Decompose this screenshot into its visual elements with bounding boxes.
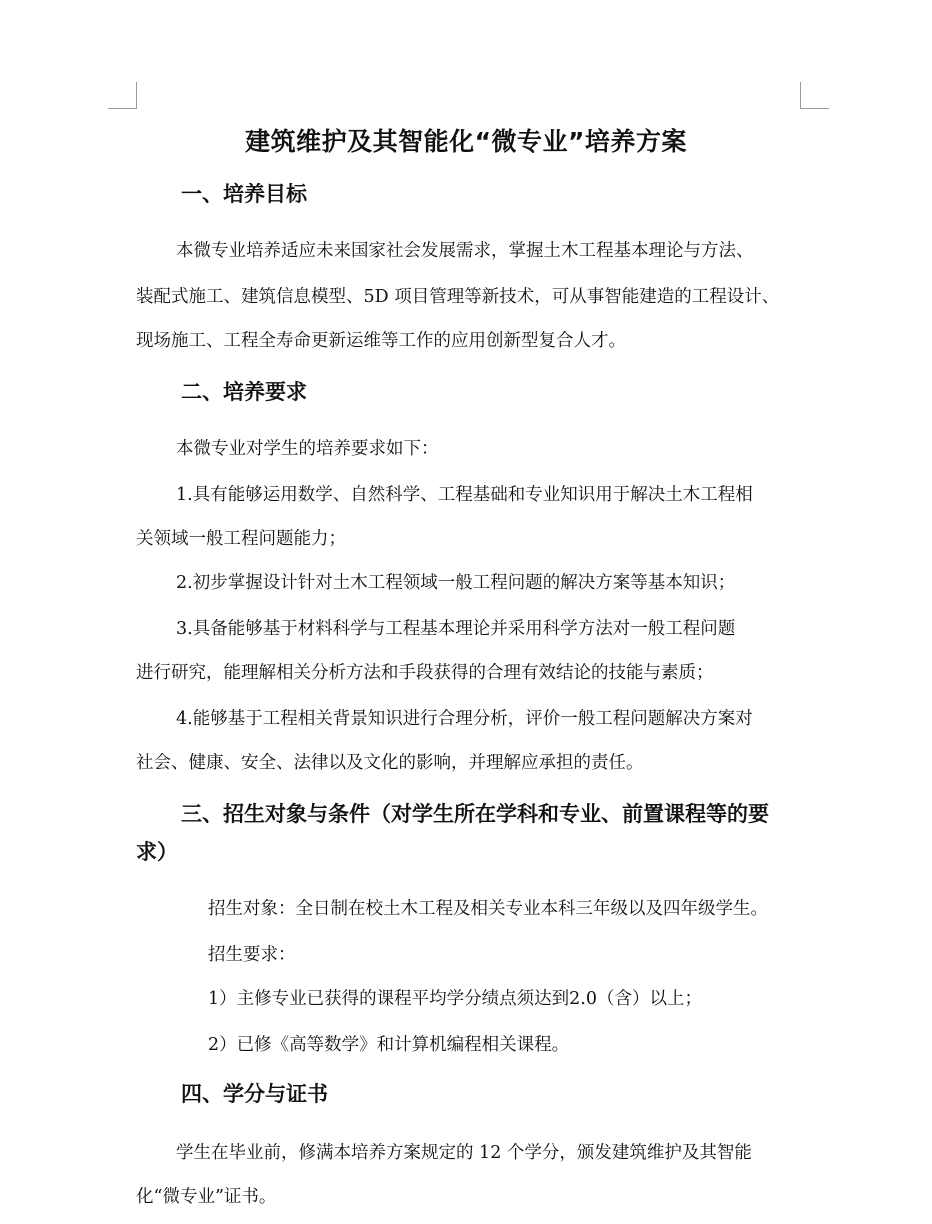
requirement-line: 2.初步掌握设计针对土木工程领域一般工程问题的解决方案等基本知识； [176,573,736,593]
goal-line: 本微专业培养适应未来国家社会发展需求，掌握土木工程基本理论与方法、 [176,241,754,261]
enrollment-target: 招生对象：全日制在校土木工程及相关专业本科三年级以及四年级学生。 [208,899,768,919]
requirement-line: 关领域一般工程问题能力； [136,529,346,549]
requirement-line: 1.具有能够运用数学、自然科学、工程基础和专业知识用于解决土木工程相 [176,485,753,505]
requirements-intro: 本微专业对学生的培养要求如下： [176,439,439,459]
requirement-line: 社会、健康、安全、法律以及文化的影响，并理解应承担的责任。 [136,753,644,773]
requirement-line: 进行研究，能理解相关分析方法和手段获得的合理有效结论的技能与素质； [136,663,714,683]
requirement-line: 4.能够基于工程相关背景知识进行合理分析，评价一般工程问题解决方案对 [176,709,753,729]
credits-line: 化“微专业”证书。 [136,1187,277,1207]
heading-credits: 四、学分与证书 [181,1082,328,1106]
heading-requirements: 二、培养要求 [181,380,307,404]
requirement-line: 3.具备能够基于材料科学与工程基本理论并采用科学方法对一般工程问题 [176,619,736,639]
crop-mark-top-left [108,82,137,109]
heading-enrollment-cont: 求） [136,840,178,864]
crop-mark-top-right [800,82,829,109]
enrollment-req-1: 1）主修专业已获得的课程平均学分绩点须达到2.0（含）以上； [208,989,702,1009]
goal-line: 现场施工、工程全寿命更新运维等工作的应用创新型复合人才。 [136,331,626,351]
heading-goal: 一、培养目标 [181,182,307,206]
goal-line: 装配式施工、建筑信息模型、5D 项目管理等新技术，可从事智能建造的工程设计、 [136,287,780,307]
enrollment-req-2: 2）已修《高等数学》和计算机编程相关课程。 [208,1035,570,1055]
credits-line: 学生在毕业前，修满本培养方案规定的 12 个学分，颁发建筑维护及其智能 [176,1143,752,1163]
enrollment-req-label: 招生要求： [208,945,296,965]
document-title: 建筑维护及其智能化“微专业”培养方案 [245,127,687,156]
heading-enrollment: 三、招生对象与条件（对学生所在学科和专业、前置课程等的要 [181,802,769,826]
